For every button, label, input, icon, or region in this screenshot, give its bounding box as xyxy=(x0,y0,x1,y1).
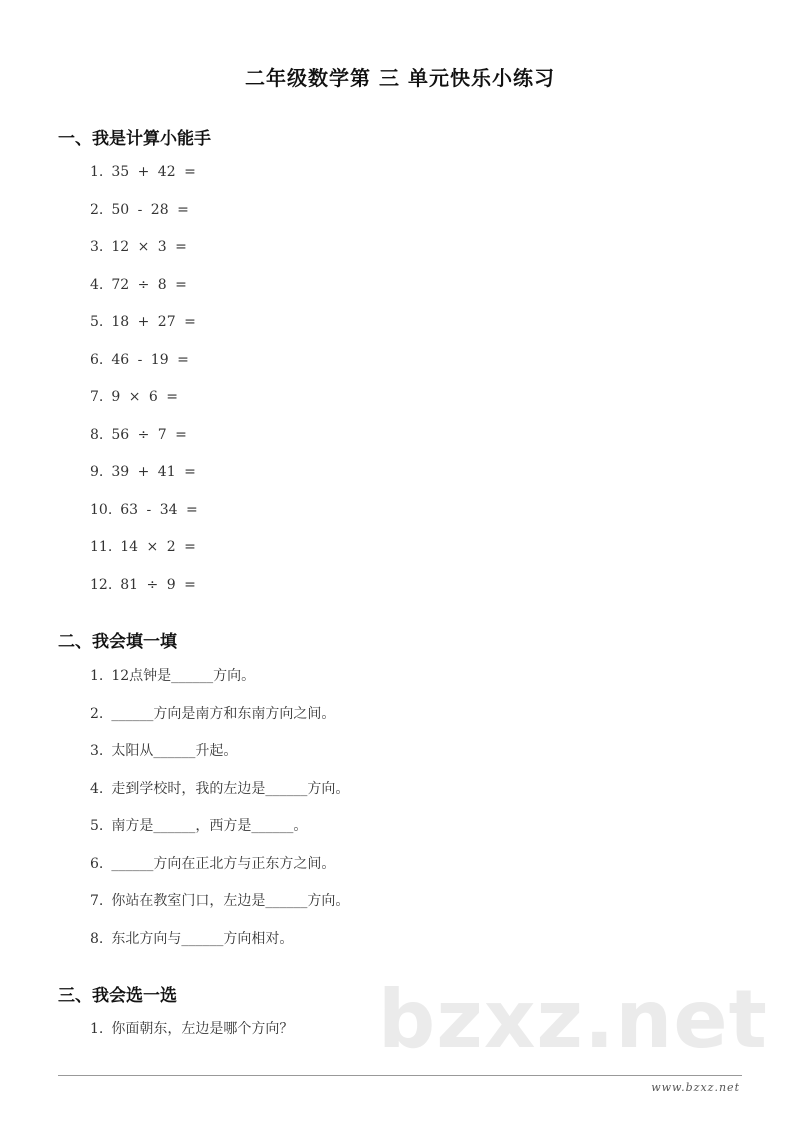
question-number: 5. xyxy=(90,314,104,330)
question-text: 南方是______，西方是______。 xyxy=(111,818,308,834)
question-item xyxy=(90,192,198,230)
question-number: 3. xyxy=(90,239,104,255)
question-text: 你面朝东，左边是哪个方向？ xyxy=(111,1021,294,1037)
question-item xyxy=(90,733,349,771)
page-title: 二年级数学第 三 单元快乐小练习 xyxy=(245,66,555,90)
section-heading-multiple-choice: 三、我会选一选 xyxy=(58,986,177,1006)
question-text: 你站在教室门口，左边是______方向。 xyxy=(111,893,350,909)
question-item xyxy=(90,492,198,530)
question-text: 81 ÷ 9 = xyxy=(120,576,196,593)
question-text: 9 × 6 = xyxy=(111,389,178,405)
question-item xyxy=(90,304,198,342)
fill-in-question-list xyxy=(90,658,349,958)
question-item xyxy=(90,454,198,492)
question-number: 6. xyxy=(90,855,104,872)
question-text: 63 - 34 = xyxy=(120,501,198,518)
question-item xyxy=(90,696,349,734)
question-item xyxy=(90,883,349,921)
question-number: 2. xyxy=(90,705,104,722)
question-item xyxy=(90,417,198,455)
question-item xyxy=(90,154,198,192)
question-number: 1. xyxy=(90,1021,104,1037)
question-text: 12点钟是______方向。 xyxy=(111,668,256,684)
question-item xyxy=(90,567,198,605)
footer-divider xyxy=(58,1075,742,1076)
question-text: 35 + 42 = xyxy=(111,164,196,180)
question-text: ______方向在正北方与正东方之间。 xyxy=(111,855,336,872)
question-item xyxy=(90,1011,293,1049)
question-text: 72 ÷ 8 = xyxy=(111,276,187,293)
question-number: 6. xyxy=(90,351,104,368)
question-text: 39 + 41 = xyxy=(111,464,196,480)
section-heading-fill-in: 二、我会填一填 xyxy=(58,632,177,652)
question-text: 14 × 2 = xyxy=(120,539,196,555)
question-number: 1. xyxy=(90,668,104,684)
question-number: 4. xyxy=(90,276,104,293)
question-number: 3. xyxy=(90,743,104,759)
question-text: 56 ÷ 7 = xyxy=(111,426,187,443)
question-number: 5. xyxy=(90,818,104,834)
question-number: 7. xyxy=(90,893,104,909)
question-item xyxy=(90,229,198,267)
question-text: 东北方向与______方向相对。 xyxy=(111,930,294,947)
question-item xyxy=(90,846,349,884)
question-item xyxy=(90,342,198,380)
question-text: 12 × 3 = xyxy=(111,239,187,255)
question-number: 9. xyxy=(90,464,104,480)
question-text: 走到学校时，我的左边是______方向。 xyxy=(111,780,350,797)
question-number: 1. xyxy=(90,164,104,180)
section-heading-calculation: 一、我是计算小能手 xyxy=(58,129,211,149)
question-number: 8. xyxy=(90,426,104,443)
question-number: 7. xyxy=(90,389,104,405)
question-text: 太阳从______升起。 xyxy=(111,743,238,759)
question-text: 50 - 28 = xyxy=(111,201,189,218)
question-item xyxy=(90,771,349,809)
question-item xyxy=(90,379,198,417)
watermark: bzxz.net xyxy=(378,973,768,1066)
question-item xyxy=(90,808,349,846)
question-item xyxy=(90,658,349,696)
question-number: 12. xyxy=(90,576,113,593)
question-text: ______方向是南方和东南方向之间。 xyxy=(111,705,336,722)
question-number: 10. xyxy=(90,501,113,518)
question-item xyxy=(90,267,198,305)
choice-question-list xyxy=(90,1011,293,1049)
question-number: 4. xyxy=(90,780,104,797)
question-item xyxy=(90,921,349,959)
question-number: 8. xyxy=(90,930,104,947)
question-number: 11. xyxy=(90,539,113,555)
footer-url: www.bzxz.net xyxy=(651,1081,740,1094)
question-item xyxy=(90,529,198,567)
question-text: 46 - 19 = xyxy=(111,351,189,368)
question-text: 18 + 27 = xyxy=(111,314,196,330)
question-number: 2. xyxy=(90,201,104,218)
calculation-question-list xyxy=(90,154,198,604)
